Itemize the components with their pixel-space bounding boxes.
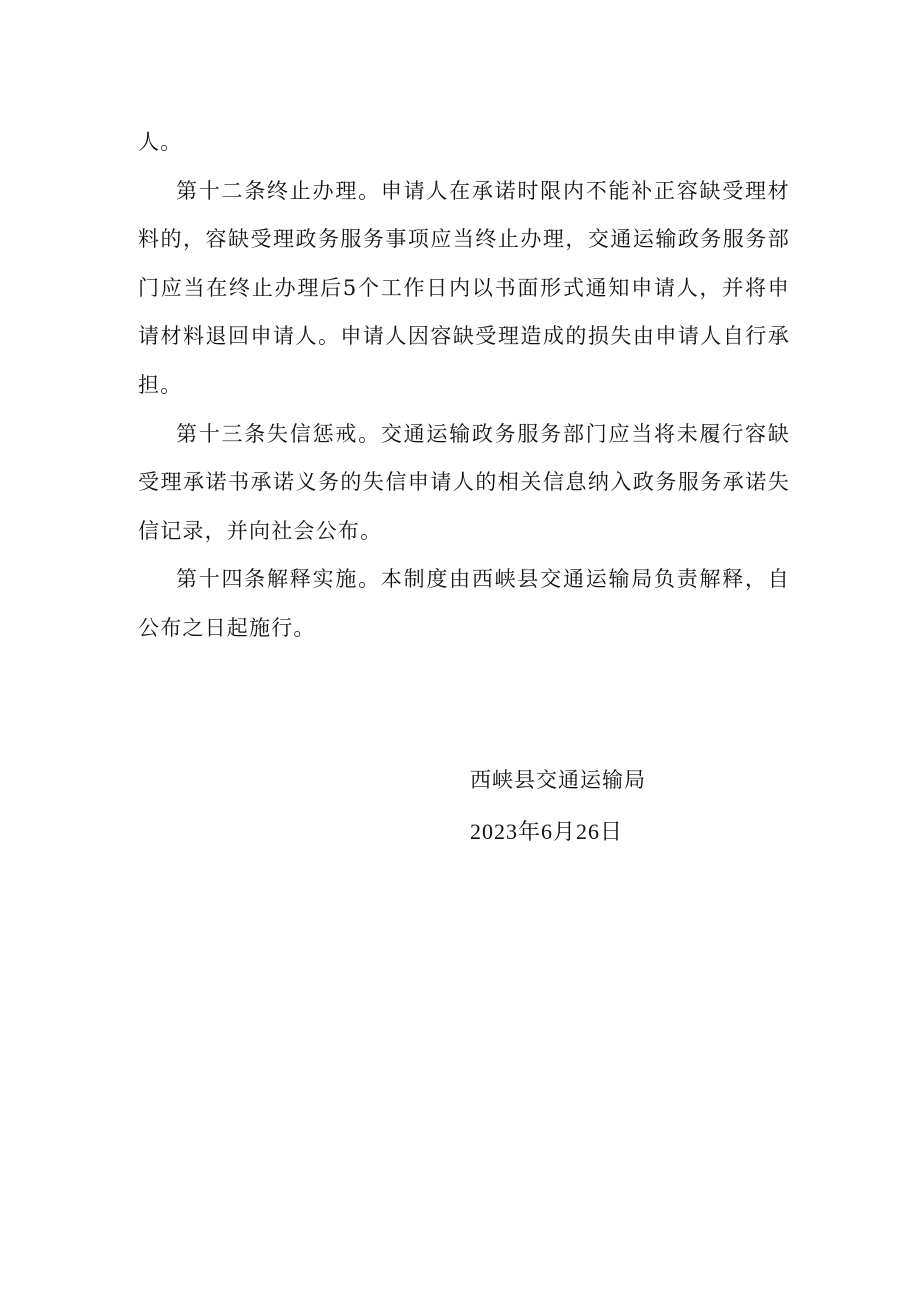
paragraph-article-14: 第十四条解释实施。本制度由西峡县交通运输局负责解释，自公布之日起施行。	[138, 567, 790, 640]
signature-organization: 西峡县交通运输局	[470, 768, 646, 792]
signature-date: 2023年6月26日	[470, 819, 624, 844]
paragraph-article-13: 第十三条失信惩戒。交通运输政务服务部门应当将未履行容缺受理承诺书承诺义务的失信申请人的相关信息纳入政务服务承诺失信记录，并向社会公布。	[138, 421, 790, 543]
signature-block	[470, 754, 770, 858]
paragraph-article-12: 第十二条终止办理。申请人在承诺时限内不能补正容缺受理材料的，容缺受理政务服务事项应当终止办理，交通运输政务服务部门应当在终止办理后5个工作日内以书面形式通知申请人，并将申请材料退回申请人。申请人因容缺受理造成的损失由申请人自行承担。	[138, 178, 790, 397]
document-body	[138, 118, 790, 653]
paragraph-continuation: 人。	[138, 130, 183, 154]
